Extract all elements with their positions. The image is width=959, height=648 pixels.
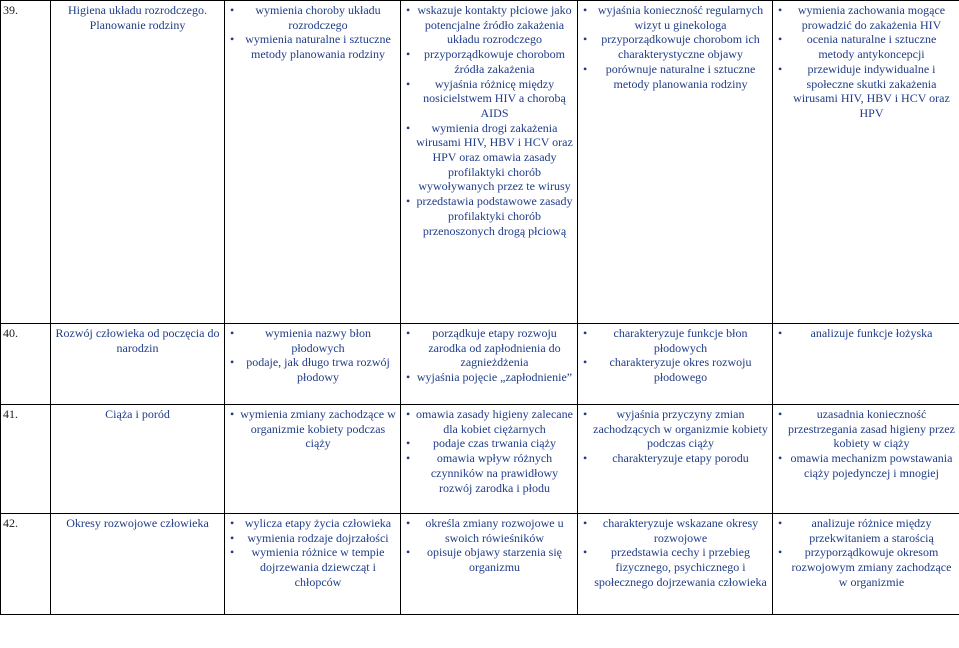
requirements-list	[582, 3, 768, 91]
list-item: • przedstawia cechy i przebieg fizycznego, psychicznego i społecznego dojrzewania człowieka	[582, 545, 768, 589]
list-item: • wskazuje kontakty płciowe jako potencjalne źródło zakażenia układu rozrodczego	[405, 3, 573, 47]
list-item: • analizuje różnice między przekwitaniem a starością	[777, 516, 955, 545]
list-item: • wymienia zachowania mogące prowadzić do zakażenia HIV	[777, 3, 955, 32]
requirements-list	[229, 3, 396, 62]
list-item: • charakteryzuje wskazane okresy rozwojowe	[582, 516, 768, 545]
list-item: • charakteryzuje funkcje błon płodowych	[582, 326, 768, 355]
requirements-list	[777, 407, 955, 481]
lesson-topic: Rozwój człowieka od poczęcia do narodzin	[51, 324, 225, 405]
list-item: • omawia mechanizm powstawania ciąży pojedynczej i mnogiej	[777, 451, 955, 480]
requirements-list	[582, 326, 768, 385]
list-item: • podaje, jak długo trwa rozwój płodowy	[229, 355, 396, 384]
list-item: • ocenia naturalne i sztuczne metody antykoncepcji	[777, 32, 955, 61]
requirements-list	[777, 326, 955, 341]
requirements-list	[777, 3, 955, 121]
requirements-cell-2	[401, 405, 578, 514]
list-item: • opisuje objawy starzenia się organizmu	[405, 545, 573, 574]
requirements-cell-4	[773, 324, 959, 405]
list-item: • wymienia różnice w tempie dojrzewania dziewcząt i chłopców	[229, 545, 396, 589]
list-item: • wymienia drogi zakażenia wirusami HIV, HBV i HCV oraz HPV oraz omawia zasady profilaktyki chorób wywoływanych przez te wirusy	[405, 121, 573, 195]
requirements-cell-4	[773, 405, 959, 514]
requirements-cell-1	[225, 405, 401, 514]
requirements-cell-3	[578, 405, 773, 514]
requirements-cell-4	[773, 514, 959, 615]
list-item: • wyjaśnia przyczyny zmian zachodzących w organizmie kobiety podczas ciąży	[582, 407, 768, 451]
requirements-cell-2	[401, 514, 578, 615]
list-item: • wymienia nazwy błon płodowych	[229, 326, 396, 355]
list-item: • omawia zasady higieny zalecane dla kobiet ciężarnych	[405, 407, 573, 436]
lesson-number: 41.	[1, 405, 51, 514]
requirements-list	[405, 326, 573, 385]
requirements-list	[229, 516, 396, 590]
requirements-cell-4	[773, 1, 959, 324]
requirements-cell-2	[401, 324, 578, 405]
requirements-cell-3	[578, 514, 773, 615]
list-item: • porównuje naturalne i sztuczne metody planowania rodziny	[582, 62, 768, 91]
requirements-list	[405, 3, 573, 238]
list-item: • przyporządkowuje chorobom ich charakterystyczne objawy	[582, 32, 768, 61]
list-item: • wymienia naturalne i sztuczne metody planowania rodziny	[229, 32, 396, 61]
requirements-list	[405, 407, 573, 495]
table-body	[1, 1, 959, 615]
list-item: • przedstawia podstawowe zasady profilaktyki chorób przenoszonych drogą płciową	[405, 194, 573, 238]
lesson-number: 40.	[1, 324, 51, 405]
list-item: • porządkuje etapy rozwoju zarodka od zapłodnienia do zagnieżdżenia	[405, 326, 573, 370]
requirements-list	[229, 326, 396, 385]
list-item: • przyporządkowuje okresom rozwojowym zmiany zachodzące w organizmie	[777, 545, 955, 589]
requirements-cell-3	[578, 324, 773, 405]
list-item: • wyjaśnia pojęcie „zapłodnienie”	[405, 370, 573, 385]
list-item: • uzasadnia konieczność przestrzegania zasad higieny przez kobiety w ciąży	[777, 407, 955, 451]
lesson-number: 39.	[1, 1, 51, 324]
table-row	[1, 514, 959, 615]
list-item: • wyjaśnia konieczność regularnych wizyt u ginekologa	[582, 3, 768, 32]
list-item: • analizuje funkcje łożyska	[777, 326, 955, 341]
list-item: • wyjaśnia różnicę między nosicielstwem HIV a chorobą AIDS	[405, 77, 573, 121]
table-row	[1, 405, 959, 514]
list-item: • przewiduje indywidualne i społeczne skutki zakażenia wirusami HIV, HBV i HCV oraz HPV	[777, 62, 955, 121]
list-item: • przyporządkowuje chorobom źródła zakażenia	[405, 47, 573, 76]
list-item: • wylicza etapy życia człowieka	[229, 516, 396, 531]
requirements-cell-1	[225, 1, 401, 324]
list-item: • charakteryzuje okres rozwoju płodowego	[582, 355, 768, 384]
requirements-cell-3	[578, 1, 773, 324]
lesson-number: 42.	[1, 514, 51, 615]
list-item: • charakteryzuje etapy porodu	[582, 451, 768, 466]
requirements-list	[777, 516, 955, 590]
requirements-cell-1	[225, 514, 401, 615]
requirements-list	[405, 516, 573, 575]
requirements-list	[582, 516, 768, 590]
lesson-topic: Okresy rozwojowe człowieka	[51, 514, 225, 615]
list-item: • wymienia rodzaje dojrzałości	[229, 531, 396, 546]
list-item: • omawia wpływ różnych czynników na prawidłowy rozwój zarodka i płodu	[405, 451, 573, 495]
table-row	[1, 324, 959, 405]
requirements-list	[582, 407, 768, 466]
requirements-cell-2	[401, 1, 578, 324]
list-item: • określa zmiany rozwojowe u swoich rówieśników	[405, 516, 573, 545]
requirements-cell-1	[225, 324, 401, 405]
lesson-topic: Higiena układu rozrodczego. Planowanie rodziny	[51, 1, 225, 324]
lesson-topic: Ciąża i poród	[51, 405, 225, 514]
list-item: • podaje czas trwania ciąży	[405, 436, 573, 451]
list-item: • wymienia zmiany zachodzące w organizmie kobiety podczas ciąży	[229, 407, 396, 451]
requirements-list	[229, 407, 396, 451]
list-item: • wymienia choroby układu rozrodczego	[229, 3, 396, 32]
table-row	[1, 1, 959, 324]
